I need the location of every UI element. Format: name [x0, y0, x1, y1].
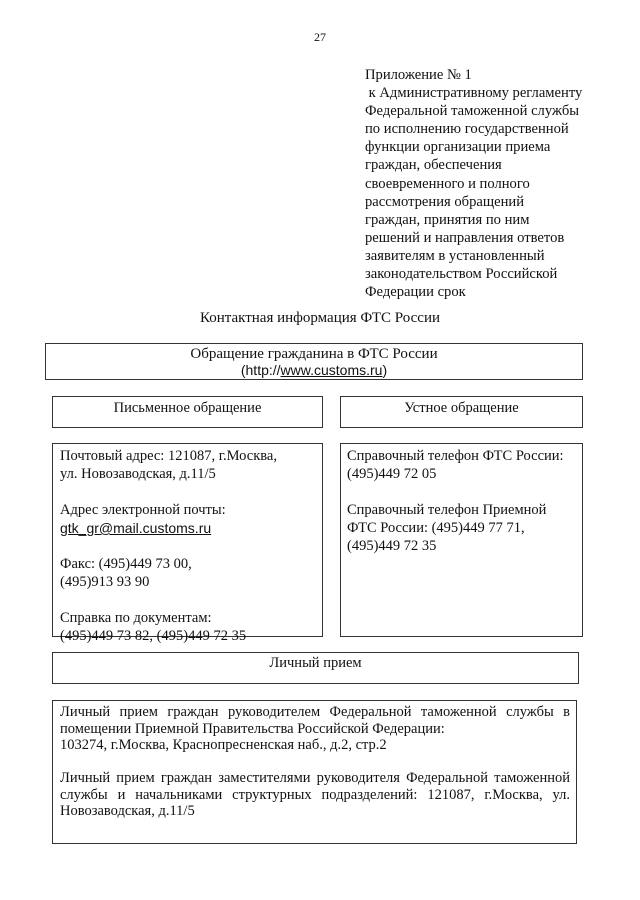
- fts-phone-label: Справочный телефон ФТС России:: [347, 448, 564, 464]
- postal-address: [60, 447, 316, 483]
- appendix-line: рассмотрения обращений: [365, 193, 525, 210]
- deputy-reception-text: Личный прием граждан заместителями руководителя Федеральной таможенной службы и начальниками структурных подразделений: 121087, г.Москва, ул. Новозаводская, д.11/5: [60, 770, 570, 819]
- email-link[interactable]: gtk_gr@mail.customs.ru: [60, 520, 212, 536]
- section-title: Контактная информация ФТС России: [199, 310, 441, 326]
- appendix-line: граждан, обеспечения: [365, 157, 502, 174]
- appendix-line: своевременного и полного: [365, 175, 530, 192]
- fax-block: [60, 555, 316, 591]
- email-label: Адрес электронной почты:: [60, 502, 226, 518]
- reception-phone-block: [347, 501, 576, 555]
- documents-info-label: Справка по документам:: [60, 610, 212, 626]
- appendix-line: граждан, принятия по ним: [365, 211, 530, 228]
- appendix-line: к Административному регламенту: [365, 85, 583, 102]
- head-reception-text: Личный прием граждан руководителем Федеральной таможенной службы в помещении Приемной Правительства Российской Федерации:: [60, 704, 570, 737]
- reception-phone-line: ФТС России: (495)449 77 71,: [347, 520, 525, 536]
- written-appeal-header: Письменное обращение: [52, 396, 323, 428]
- appendix-header: [365, 66, 605, 301]
- personal-reception-details: [52, 700, 577, 844]
- appendix-line: решений и направления ответов: [365, 229, 565, 246]
- url-suffix: ): [382, 362, 388, 378]
- citizen-appeal-title: Обращение гражданина в ФТС России: [190, 346, 438, 362]
- citizen-appeal-box: [45, 343, 583, 380]
- documents-info-phones: (495)449 73 82, (495)449 72 35: [60, 628, 247, 644]
- reception-phone-line: Справочный телефон Приемной: [347, 502, 547, 518]
- website-link[interactable]: www.customs.ru: [280, 362, 383, 378]
- appendix-line: Федеральной таможенной службы: [365, 103, 580, 120]
- documents-info-block: [60, 609, 316, 645]
- fax-line: Факс: (495)449 73 00,: [60, 556, 192, 572]
- fax-line: (495)913 93 90: [60, 574, 150, 590]
- website-url: [46, 362, 582, 378]
- appendix-line: законодательством Российской: [365, 266, 558, 283]
- reception-phone-line: (495)449 72 35: [347, 538, 437, 554]
- head-reception-address: 103274, г.Москва, Краснопресненская наб., д.2, стр.2: [60, 737, 387, 753]
- appendix-line: функции организации приема: [365, 139, 551, 156]
- postal-address-line: Почтовый адрес: 121087, г.Москва,: [60, 448, 277, 464]
- postal-address-line: ул. Новозаводская, д.11/5: [60, 466, 216, 482]
- fts-phone-value: (495)449 72 05: [347, 466, 437, 482]
- personal-reception-header: Личный прием: [52, 652, 579, 684]
- appendix-line: Федерации срок: [365, 284, 466, 301]
- head-reception-block: [60, 704, 570, 754]
- appendix-line: заявителям в установленный: [365, 247, 545, 264]
- oral-appeal-details: [340, 443, 583, 637]
- page-number: 27: [314, 30, 326, 44]
- written-appeal-details: [52, 443, 323, 644]
- fts-phone-block: [347, 447, 576, 483]
- oral-appeal-header: Устное обращение: [340, 396, 583, 428]
- url-prefix: (http://: [240, 362, 281, 378]
- email-block: [60, 501, 316, 537]
- appendix-line: по исполнению государственной: [365, 121, 569, 138]
- appendix-line: Приложение № 1: [365, 67, 472, 83]
